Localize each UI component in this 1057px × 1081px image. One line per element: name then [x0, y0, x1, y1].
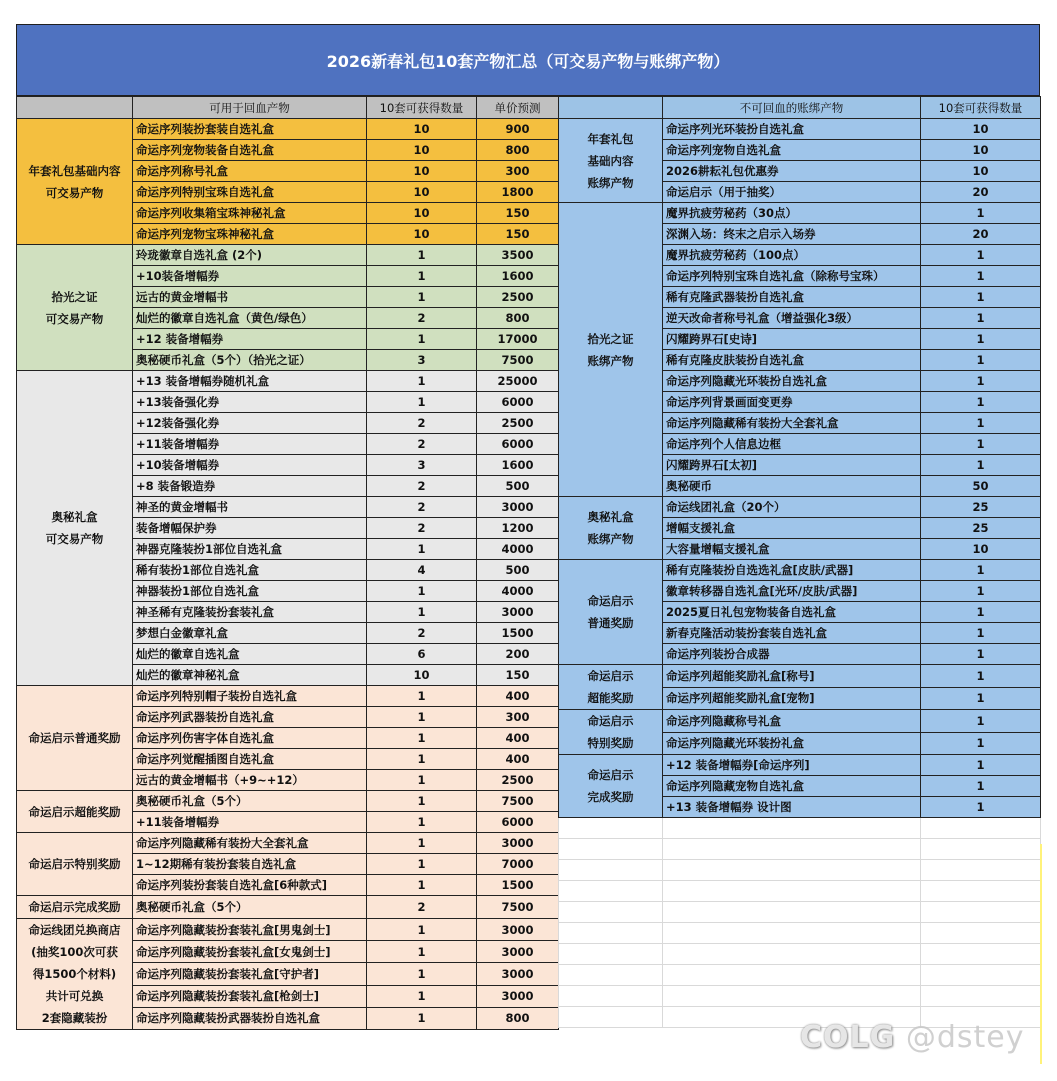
item-name: 命运序列光环装扮自选礼盒: [663, 119, 921, 140]
empty-row: [559, 881, 1041, 902]
group-label: 命运启示超能奖励: [17, 791, 133, 833]
item-quantity: 6: [367, 644, 477, 665]
item-quantity: 10: [367, 182, 477, 203]
item-quantity: 2: [367, 623, 477, 644]
group-label: 命运启示普通奖励: [17, 686, 133, 791]
item-quantity: 2: [367, 518, 477, 539]
tradable-products-table: [16, 96, 559, 1030]
item-quantity: 10: [367, 224, 477, 245]
item-price: 400: [477, 686, 559, 707]
item-quantity: 1: [921, 287, 1041, 308]
empty-cell[interactable]: [559, 902, 663, 923]
item-name: 命运线团礼盒（20个）: [663, 497, 921, 518]
item-quantity: 2: [367, 497, 477, 518]
item-name: +11装备增幅券: [133, 812, 367, 833]
item-name: 奥秘硬币礼盒（5个）（拾光之证）: [133, 350, 367, 371]
item-price: 3500: [477, 245, 559, 266]
empty-cell[interactable]: [663, 923, 921, 944]
item-name: 2026耕耘礼包优惠券: [663, 161, 921, 182]
item-quantity: 1: [367, 963, 477, 985]
item-name: 命运序列伤害字体自选礼盒: [133, 728, 367, 749]
group-label: 拾光之证 可交易产物: [17, 245, 133, 371]
item-quantity: 10: [921, 161, 1041, 182]
item-name: 命运序列特别宝珠自选礼盒: [133, 182, 367, 203]
item-quantity: 1: [921, 392, 1041, 413]
item-name: 命运序列装扮合成器: [663, 644, 921, 665]
item-price: 400: [477, 749, 559, 770]
item-name: 梦想白金徽章礼盒: [133, 623, 367, 644]
item-price: 300: [477, 707, 559, 728]
item-name: 闪耀跨界石[太初]: [663, 455, 921, 476]
item-name: 深渊入场：终末之启示入场券: [663, 224, 921, 245]
item-name: 灿烂的徽章神秘礼盒: [133, 665, 367, 686]
item-name: 命运序列隐藏装扮套装礼盒[女鬼剑士]: [133, 941, 367, 963]
item-name: 命运序列隐藏称号礼盒: [663, 710, 921, 733]
right-header-group: [559, 97, 663, 119]
empty-cell[interactable]: [921, 923, 1041, 944]
item-name: +13 装备增幅券随机礼盒: [133, 371, 367, 392]
empty-cell[interactable]: [663, 965, 921, 986]
group-label: 命运启示特别奖励: [17, 833, 133, 896]
item-name: 命运序列隐藏装扮套装礼盒[男鬼剑士]: [133, 919, 367, 941]
empty-cell[interactable]: [559, 1007, 663, 1028]
table-row: [17, 919, 559, 941]
item-name: 命运序列隐藏稀有装扮大全套礼盒: [663, 413, 921, 434]
item-name: 2025夏日礼包宠物装备自选礼盒: [663, 602, 921, 623]
item-price: 1500: [477, 875, 559, 896]
item-price: 7000: [477, 854, 559, 875]
item-quantity: 1: [921, 644, 1041, 665]
item-price: 17000: [477, 329, 559, 350]
item-quantity: 3: [367, 455, 477, 476]
empty-row: [559, 965, 1041, 986]
group-label: 命运启示 完成奖励: [559, 755, 663, 818]
item-name: 奥秘硬币礼盒（5个）: [133, 791, 367, 812]
item-name: 命运序列装扮套装自选礼盒: [133, 119, 367, 140]
item-quantity: 1: [367, 833, 477, 854]
item-name: 命运序列隐藏宠物自选礼盒: [663, 776, 921, 797]
left-header-price: 单价预测: [477, 97, 559, 119]
empty-cell[interactable]: [921, 986, 1041, 1007]
bound-products-table: [558, 96, 1041, 1028]
item-quantity: 25: [921, 518, 1041, 539]
item-name: 命运序列隐藏装扮武器装扮自选礼盒: [133, 1007, 367, 1029]
item-name: 灿烂的徽章自选礼盒: [133, 644, 367, 665]
item-name: +12 装备增幅券: [133, 329, 367, 350]
empty-cell[interactable]: [921, 902, 1041, 923]
empty-cell[interactable]: [663, 944, 921, 965]
right-header-item: 不可回血的账绑产物: [663, 97, 921, 119]
item-name: 命运序列特别宝珠自选礼盒（除称号宝珠）: [663, 266, 921, 287]
empty-cell[interactable]: [559, 839, 663, 860]
empty-cell[interactable]: [559, 860, 663, 881]
item-quantity: 1: [921, 710, 1041, 733]
item-name: 新春克隆活动装扮套装自选礼盒: [663, 623, 921, 644]
item-quantity: 20: [921, 182, 1041, 203]
selection-edge: [1040, 844, 1042, 1064]
sheet-title: 2026新春礼包10套产物汇总（可交易产物与账绑产物）: [16, 24, 1040, 96]
item-price: 200: [477, 644, 559, 665]
item-quantity: 50: [921, 476, 1041, 497]
item-quantity: 3: [367, 350, 477, 371]
item-name: 稀有装扮1部位自选礼盒: [133, 560, 367, 581]
item-quantity: 1: [921, 732, 1041, 755]
item-quantity: 1: [367, 875, 477, 896]
item-name: 稀有克隆装扮自选选礼盒[皮肤/武器]: [663, 560, 921, 581]
item-quantity: 1: [921, 560, 1041, 581]
item-quantity: 1: [367, 539, 477, 560]
item-price: 800: [477, 1007, 559, 1029]
item-name: 灿烂的徽章自选礼盒（黄色/绿色）: [133, 308, 367, 329]
item-name: 命运序列宠物装备自选礼盒: [133, 140, 367, 161]
empty-cell[interactable]: [921, 944, 1041, 965]
left-header-group: [17, 97, 133, 119]
item-price: 3000: [477, 497, 559, 518]
item-name: 命运序列超能奖励礼盒[称号]: [663, 665, 921, 688]
item-name: 命运序列觉醒插图自选礼盒: [133, 749, 367, 770]
empty-cell[interactable]: [921, 965, 1041, 986]
empty-cell[interactable]: [663, 839, 921, 860]
empty-cell[interactable]: [663, 902, 921, 923]
empty-row: [559, 818, 1041, 839]
item-price: 3000: [477, 833, 559, 854]
item-quantity: 1: [367, 266, 477, 287]
item-quantity: 20: [921, 224, 1041, 245]
item-name: 奥秘硬币礼盒（5个）: [133, 896, 367, 919]
table-row: [17, 833, 559, 854]
table-row: [17, 686, 559, 707]
item-price: 2500: [477, 770, 559, 791]
item-name: +12 装备增幅券[命运序列]: [663, 755, 921, 776]
empty-cell[interactable]: [921, 860, 1041, 881]
item-quantity: 1: [921, 266, 1041, 287]
empty-cell[interactable]: [559, 818, 663, 839]
item-name: 装备增幅保护券: [133, 518, 367, 539]
item-quantity: 1: [367, 791, 477, 812]
item-quantity: 1: [921, 687, 1041, 710]
item-quantity: 10: [367, 140, 477, 161]
group-label: 命运线团兑换商店 (抽奖100次可获 得1500个材料) 共计可兑换 2套隐藏装扮: [17, 919, 133, 1030]
item-quantity: 1: [921, 623, 1041, 644]
empty-cell[interactable]: [663, 986, 921, 1007]
item-price: 6000: [477, 812, 559, 833]
empty-row: [559, 860, 1041, 881]
item-name: 神圣稀有克隆装扮套装礼盒: [133, 602, 367, 623]
right-header-row: [559, 97, 1041, 119]
item-name: 逆天改命者称号礼盒（增益强化3级）: [663, 308, 921, 329]
item-price: 3000: [477, 919, 559, 941]
table-row: [559, 755, 1041, 776]
item-name: 远古的黄金增幅书: [133, 287, 367, 308]
item-name: 命运序列宠物宝珠神秘礼盒: [133, 224, 367, 245]
item-quantity: 2: [367, 896, 477, 919]
item-quantity: 10: [367, 119, 477, 140]
item-name: 远古的黄金增幅书（+9~+12）: [133, 770, 367, 791]
table-row: [559, 560, 1041, 581]
empty-cell[interactable]: [663, 860, 921, 881]
item-name: 命运序列隐藏光环装扮礼盒: [663, 732, 921, 755]
watermark: [800, 1020, 1024, 1055]
item-quantity: 1: [367, 770, 477, 791]
item-quantity: 1: [921, 602, 1041, 623]
item-quantity: 1: [921, 350, 1041, 371]
item-name: 命运启示（用于抽奖）: [663, 182, 921, 203]
item-price: 1600: [477, 266, 559, 287]
item-price: 500: [477, 476, 559, 497]
left-header-qty: 10套可获得数量: [367, 97, 477, 119]
item-name: +12装备强化券: [133, 413, 367, 434]
item-quantity: 1: [921, 329, 1041, 350]
item-quantity: 2: [367, 476, 477, 497]
item-price: 2500: [477, 287, 559, 308]
group-label: 奥秘礼盒 可交易产物: [17, 371, 133, 686]
empty-row: [559, 923, 1041, 944]
item-quantity: 10: [921, 119, 1041, 140]
item-name: 神器克隆装扮1部位自选礼盒: [133, 539, 367, 560]
group-label: 命运启示完成奖励: [17, 896, 133, 919]
item-price: 3000: [477, 941, 559, 963]
empty-cell[interactable]: [559, 944, 663, 965]
item-name: 神器装扮1部位自选礼盒: [133, 581, 367, 602]
item-name: 魔界抗疲劳秘药（30点）: [663, 203, 921, 224]
item-price: 6000: [477, 434, 559, 455]
item-name: 命运序列隐藏装扮套装礼盒[枪剑士]: [133, 985, 367, 1007]
group-label: 年套礼包基础内容 可交易产物: [17, 119, 133, 245]
item-name: 命运序列超能奖励礼盒[宠物]: [663, 687, 921, 710]
item-quantity: 1: [367, 728, 477, 749]
item-name: 命运序列收集箱宝珠神秘礼盒: [133, 203, 367, 224]
item-quantity: 2: [367, 413, 477, 434]
table-row: [17, 896, 559, 919]
item-quantity: 1: [921, 455, 1041, 476]
item-quantity: 1: [921, 308, 1041, 329]
item-price: 1600: [477, 455, 559, 476]
group-label: 命运启示 超能奖励: [559, 665, 663, 710]
item-name: 玲珑徽章自选礼盒 (2个): [133, 245, 367, 266]
empty-cell[interactable]: [559, 923, 663, 944]
table-row: [559, 119, 1041, 140]
item-price: 1200: [477, 518, 559, 539]
table-row: [559, 665, 1041, 688]
item-price: 2500: [477, 413, 559, 434]
item-quantity: 10: [367, 665, 477, 686]
item-quantity: 10: [921, 539, 1041, 560]
item-quantity: 1: [921, 581, 1041, 602]
item-price: 4000: [477, 581, 559, 602]
item-price: 3000: [477, 985, 559, 1007]
item-quantity: 1: [367, 392, 477, 413]
left-header-row: [17, 97, 559, 119]
item-name: +8 装备锻造券: [133, 476, 367, 497]
empty-cell[interactable]: [921, 818, 1041, 839]
item-quantity: 1: [367, 941, 477, 963]
item-quantity: 1: [921, 245, 1041, 266]
item-quantity: 1: [367, 602, 477, 623]
item-name: 神圣的黄金增幅书: [133, 497, 367, 518]
item-quantity: 1: [921, 434, 1041, 455]
group-label: 奥秘礼盒 账绑产物: [559, 497, 663, 560]
item-price: 7500: [477, 896, 559, 919]
colg-logo: COLG: [800, 1020, 896, 1055]
item-name: 稀有克隆武器装扮自选礼盒: [663, 287, 921, 308]
item-name: 命运序列宠物自选礼盒: [663, 140, 921, 161]
item-name: 命运序列隐藏光环装扮自选礼盒: [663, 371, 921, 392]
item-name: 命运序列背景画面变更券: [663, 392, 921, 413]
group-label: 拾光之证 账绑产物: [559, 203, 663, 497]
item-name: 命运序列个人信息边框: [663, 434, 921, 455]
table-row: [559, 203, 1041, 224]
item-price: 1500: [477, 623, 559, 644]
item-quantity: 4: [367, 560, 477, 581]
item-quantity: 1: [367, 1007, 477, 1029]
empty-cell[interactable]: [663, 818, 921, 839]
item-price: 150: [477, 665, 559, 686]
item-quantity: 1: [367, 985, 477, 1007]
item-quantity: 10: [367, 161, 477, 182]
empty-row: [559, 986, 1041, 1007]
right-header-qty: 10套可获得数量: [921, 97, 1041, 119]
item-price: 900: [477, 119, 559, 140]
item-quantity: 1: [921, 203, 1041, 224]
item-quantity: 1: [921, 665, 1041, 688]
left-header-item: 可用于回血产物: [133, 97, 367, 119]
item-price: 150: [477, 203, 559, 224]
item-name: 命运序列隐藏稀有装扮大全套礼盒: [133, 833, 367, 854]
item-price: 3000: [477, 963, 559, 985]
item-price: 150: [477, 224, 559, 245]
item-quantity: 2: [367, 308, 477, 329]
item-price: 800: [477, 140, 559, 161]
item-quantity: 1: [367, 812, 477, 833]
item-price: 25000: [477, 371, 559, 392]
table-row: [17, 791, 559, 812]
empty-cell[interactable]: [559, 986, 663, 1007]
item-quantity: 1: [921, 776, 1041, 797]
item-quantity: 10: [367, 203, 477, 224]
table-row: [17, 245, 559, 266]
empty-cell[interactable]: [921, 839, 1041, 860]
item-quantity: 1: [367, 854, 477, 875]
item-quantity: 1: [921, 413, 1041, 434]
item-name: +11装备增幅券: [133, 434, 367, 455]
empty-row: [559, 902, 1041, 923]
group-label: 命运启示 普通奖励: [559, 560, 663, 665]
item-name: +13装备强化券: [133, 392, 367, 413]
group-label: 年套礼包 基础内容 账绑产物: [559, 119, 663, 203]
item-name: 1~12期稀有装扮套装自选礼盒: [133, 854, 367, 875]
item-name: 增幅支援礼盒: [663, 518, 921, 539]
item-price: 4000: [477, 539, 559, 560]
empty-cell[interactable]: [559, 881, 663, 902]
item-price: 1800: [477, 182, 559, 203]
item-price: 3000: [477, 602, 559, 623]
item-quantity: 2: [367, 434, 477, 455]
item-quantity: 1: [367, 287, 477, 308]
table-row: [17, 119, 559, 140]
watermark-handle: @dstey: [905, 1020, 1025, 1055]
item-quantity: 1: [367, 919, 477, 941]
empty-cell[interactable]: [663, 881, 921, 902]
item-name: +13 装备增幅券 设计图: [663, 797, 921, 818]
item-quantity: 1: [367, 581, 477, 602]
table-row: [17, 371, 559, 392]
item-name: 命运序列装扮套装自选礼盒[6种款式]: [133, 875, 367, 896]
item-price: 800: [477, 308, 559, 329]
item-price: 300: [477, 161, 559, 182]
item-name: +10装备增幅券: [133, 266, 367, 287]
item-name: 闪耀跨界石[史诗]: [663, 329, 921, 350]
item-name: 徽章转移器自选礼盒[光环/皮肤/武器]: [663, 581, 921, 602]
item-name: 命运序列称号礼盒: [133, 161, 367, 182]
table-row: [559, 710, 1041, 733]
item-name: +10装备增幅券: [133, 455, 367, 476]
table-row: [559, 497, 1041, 518]
item-name: 奥秘硬币: [663, 476, 921, 497]
empty-cell[interactable]: [559, 965, 663, 986]
item-quantity: 1: [921, 371, 1041, 392]
item-price: 400: [477, 728, 559, 749]
item-name: 命运序列隐藏装扮套装礼盒[守护者]: [133, 963, 367, 985]
item-name: 命运序列武器装扮自选礼盒: [133, 707, 367, 728]
item-quantity: 25: [921, 497, 1041, 518]
item-price: 7500: [477, 791, 559, 812]
item-quantity: 1: [921, 755, 1041, 776]
item-price: 6000: [477, 392, 559, 413]
item-quantity: 1: [367, 686, 477, 707]
item-quantity: 1: [367, 707, 477, 728]
item-price: 7500: [477, 350, 559, 371]
item-quantity: 1: [921, 797, 1041, 818]
item-quantity: 1: [367, 749, 477, 770]
empty-row: [559, 839, 1041, 860]
group-label: 命运启示 特别奖励: [559, 710, 663, 755]
item-price: 500: [477, 560, 559, 581]
item-quantity: 1: [367, 329, 477, 350]
empty-row: [559, 944, 1041, 965]
item-quantity: 10: [921, 140, 1041, 161]
item-name: 稀有克隆皮肤装扮自选礼盒: [663, 350, 921, 371]
item-name: 魔界抗疲劳秘药（100点）: [663, 245, 921, 266]
item-quantity: 1: [367, 245, 477, 266]
item-name: 命运序列特别帽子装扮自选礼盒: [133, 686, 367, 707]
empty-cell[interactable]: [921, 881, 1041, 902]
item-name: 大容量增幅支援礼盒: [663, 539, 921, 560]
item-quantity: 1: [367, 371, 477, 392]
